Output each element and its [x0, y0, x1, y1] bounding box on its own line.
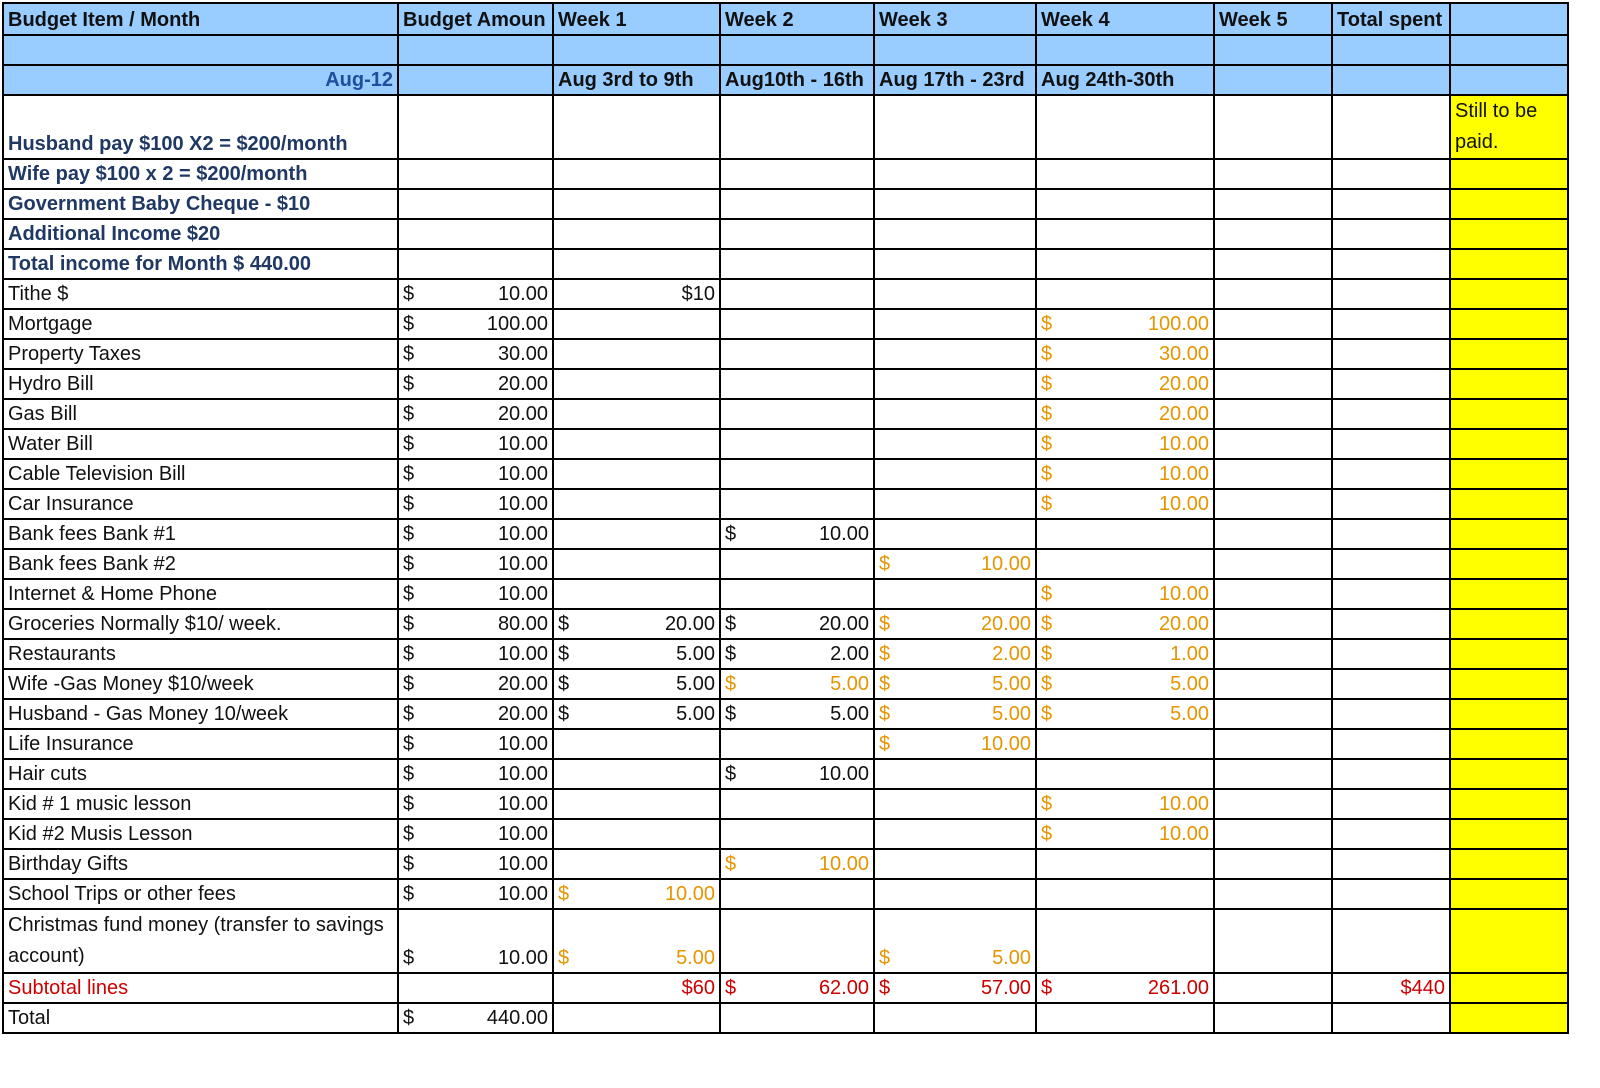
item-label[interactable]: Bank fees Bank #1: [3, 519, 398, 549]
budget-amount[interactable]: $ 30.00: [398, 339, 553, 369]
total-spent-cell[interactable]: [1332, 549, 1450, 579]
budget-amount[interactable]: $ 10.00: [398, 459, 553, 489]
budget-row-life: [3, 729, 1568, 759]
budget-row-hair: [3, 759, 1568, 789]
total-spent-cell[interactable]: [1332, 369, 1450, 399]
income-row-husband: [3, 95, 1568, 159]
week-w2-amount[interactable]: $ 10.00: [720, 759, 874, 789]
total-spent-cell[interactable]: [1332, 279, 1450, 309]
week-w1-amount[interactable]: $ 5.00: [553, 669, 720, 699]
week-w4-amount[interactable]: $ 5.00: [1036, 669, 1214, 699]
week-5-cell[interactable]: [1214, 339, 1332, 369]
item-label[interactable]: Groceries Normally $10/ week.: [3, 609, 398, 639]
income-row: [3, 249, 1568, 279]
budget-amount[interactable]: $ 10.00: [398, 909, 553, 973]
budget-row-bank1: [3, 519, 1568, 549]
empty-cell[interactable]: [874, 789, 1036, 819]
header-week3[interactable]: Week 3: [874, 3, 1036, 35]
budget-row-tithe: [3, 279, 1568, 309]
item-label[interactable]: Hair cuts: [3, 759, 398, 789]
header-budget[interactable]: Budget Amoun: [398, 3, 553, 35]
budget-row-cable: [3, 459, 1568, 489]
week-w3-amount[interactable]: $ 2.00: [874, 639, 1036, 669]
empty-cell[interactable]: [553, 759, 720, 789]
budget-amount[interactable]: $ 20.00: [398, 369, 553, 399]
dates-row: [3, 65, 1568, 95]
week-w4-amount[interactable]: $ 10.00: [1036, 459, 1214, 489]
item-label[interactable]: Kid # 1 music lesson: [3, 789, 398, 819]
header-total-spent[interactable]: Total spent: [1332, 3, 1450, 35]
budget-row-christmas: [3, 909, 1568, 973]
total-spent-cell[interactable]: [1332, 579, 1450, 609]
total-spent-cell[interactable]: [1332, 639, 1450, 669]
empty-cell[interactable]: [874, 459, 1036, 489]
week-w3-amount[interactable]: $ 10.00: [874, 549, 1036, 579]
budget-amount[interactable]: $ 10.00: [398, 489, 553, 519]
income-row: [3, 189, 1568, 219]
empty-cell[interactable]: [874, 429, 1036, 459]
budget-amount[interactable]: $ 10.00: [398, 759, 553, 789]
item-label[interactable]: Christmas fund money (transfer to savings account): [3, 909, 398, 973]
week-5-cell[interactable]: [1214, 609, 1332, 639]
income-row: [3, 159, 1568, 189]
empty-cell[interactable]: [553, 819, 720, 849]
week3-dates[interactable]: Aug 17th - 23rd: [874, 65, 1036, 95]
still-to-pay-cell[interactable]: [1450, 279, 1568, 309]
budget-amount[interactable]: $ 10.00: [398, 729, 553, 759]
still-to-pay-cell[interactable]: [1450, 909, 1568, 973]
total-spent-cell[interactable]: [1332, 759, 1450, 789]
item-label[interactable]: Husband - Gas Money 10/week: [3, 699, 398, 729]
week-w4-amount[interactable]: $ 100.00: [1036, 309, 1214, 339]
empty-cell[interactable]: [874, 819, 1036, 849]
week-w1-amount[interactable]: $ 5.00: [553, 909, 720, 973]
item-label[interactable]: Mortgage: [3, 309, 398, 339]
week-w4-amount[interactable]: $ 5.00: [1036, 699, 1214, 729]
week-5-cell[interactable]: [1214, 429, 1332, 459]
budget-amount[interactable]: $ 10.00: [398, 429, 553, 459]
week-5-cell[interactable]: [1214, 699, 1332, 729]
header-item[interactable]: Budget Item / Month: [3, 3, 398, 35]
income-total[interactable]: Total income for Month $ 440.00: [3, 249, 398, 279]
item-label[interactable]: School Trips or other fees: [3, 879, 398, 909]
item-label[interactable]: Birthday Gifts: [3, 849, 398, 879]
total-spent-cell[interactable]: [1332, 819, 1450, 849]
week-w1-amount[interactable]: $ 20.00: [553, 609, 720, 639]
week-5-cell[interactable]: [1214, 309, 1332, 339]
empty-cell[interactable]: [874, 579, 1036, 609]
empty-cell[interactable]: [1036, 909, 1214, 973]
empty-cell[interactable]: [720, 309, 874, 339]
total-spent-cell[interactable]: [1332, 609, 1450, 639]
empty-cell[interactable]: [553, 549, 720, 579]
budget-row-kid2: [3, 819, 1568, 849]
total-spent-cell[interactable]: [1332, 789, 1450, 819]
week-5-cell[interactable]: [1214, 729, 1332, 759]
item-label[interactable]: Wife -Gas Money $10/week: [3, 669, 398, 699]
week-w4-amount[interactable]: $ 10.00: [1036, 429, 1214, 459]
budget-row-restaurants: [3, 639, 1568, 669]
still-to-pay-cell[interactable]: [1450, 879, 1568, 909]
still-to-pay-cell[interactable]: [1450, 579, 1568, 609]
empty-cell[interactable]: [874, 339, 1036, 369]
budget-row-hydro: [3, 369, 1568, 399]
empty-cell[interactable]: [874, 849, 1036, 879]
budget-amount[interactable]: $ 20.00: [398, 669, 553, 699]
empty-cell[interactable]: [874, 279, 1036, 309]
empty-cell[interactable]: [720, 459, 874, 489]
still-to-pay-cell[interactable]: [1450, 789, 1568, 819]
empty-cell[interactable]: [1036, 729, 1214, 759]
item-label[interactable]: Kid #2 Musis Lesson: [3, 819, 398, 849]
budget-amount[interactable]: $ 10.00: [398, 279, 553, 309]
week-5-cell[interactable]: [1214, 459, 1332, 489]
week2-dates[interactable]: Aug10th - 16th: [720, 65, 874, 95]
budget-row-internet: [3, 579, 1568, 609]
week-w3-amount[interactable]: $ 10.00: [874, 729, 1036, 759]
empty-cell[interactable]: [874, 759, 1036, 789]
empty-cell[interactable]: [553, 579, 720, 609]
empty-cell[interactable]: [720, 819, 874, 849]
empty-cell[interactable]: [720, 879, 874, 909]
empty-cell[interactable]: [553, 399, 720, 429]
empty-cell[interactable]: [874, 399, 1036, 429]
total-spent-cell[interactable]: [1332, 519, 1450, 549]
empty-cell[interactable]: [1036, 759, 1214, 789]
subtotal-label[interactable]: Subtotal lines: [3, 973, 398, 1003]
week-5-cell[interactable]: [1214, 819, 1332, 849]
week-w2-amount[interactable]: $ 5.00: [720, 699, 874, 729]
week-w2-amount[interactable]: $ 20.00: [720, 609, 874, 639]
month-cell[interactable]: Aug-12: [3, 65, 398, 95]
empty-cell[interactable]: [720, 729, 874, 759]
empty-cell[interactable]: [1036, 519, 1214, 549]
budget-row-wifegas: [3, 669, 1568, 699]
week-5-cell[interactable]: [1214, 639, 1332, 669]
header-week1[interactable]: Week 1: [553, 3, 720, 35]
still-to-pay-cell[interactable]: [1450, 429, 1568, 459]
week-w4-amount[interactable]: $ 10.00: [1036, 819, 1214, 849]
item-label[interactable]: Life Insurance: [3, 729, 398, 759]
item-label[interactable]: Property Taxes: [3, 339, 398, 369]
week1-dates[interactable]: Aug 3rd to 9th: [553, 65, 720, 95]
week-5-cell[interactable]: [1214, 579, 1332, 609]
week-5-cell[interactable]: [1214, 489, 1332, 519]
week-w4-amount[interactable]: $ 20.00: [1036, 369, 1214, 399]
empty-cell[interactable]: [874, 309, 1036, 339]
item-label[interactable]: Internet & Home Phone: [3, 579, 398, 609]
week-5-cell[interactable]: [1214, 669, 1332, 699]
budget-amount[interactable]: $ 20.00: [398, 699, 553, 729]
week-w2-amount[interactable]: $ 5.00: [720, 669, 874, 699]
income-row: [3, 219, 1568, 249]
item-label[interactable]: Car Insurance: [3, 489, 398, 519]
still-to-pay-cell[interactable]: [1450, 339, 1568, 369]
header-week2[interactable]: Week 2: [720, 3, 874, 35]
week-w2-amount[interactable]: $ 10.00: [720, 849, 874, 879]
budget-amount[interactable]: $ 10.00: [398, 819, 553, 849]
week-w4-amount[interactable]: $ 1.00: [1036, 639, 1214, 669]
still-to-pay-cell[interactable]: [1450, 819, 1568, 849]
header-week4[interactable]: Week 4: [1036, 3, 1214, 35]
still-to-pay-cell[interactable]: [1450, 519, 1568, 549]
empty-cell[interactable]: [553, 429, 720, 459]
item-label[interactable]: Restaurants: [3, 639, 398, 669]
subtotal-week4[interactable]: $ 261.00: [1036, 973, 1214, 1003]
week-w1-amount[interactable]: $ 10.00: [553, 879, 720, 909]
budget-row-mortgage: [3, 309, 1568, 339]
budget-row-groceries: [3, 609, 1568, 639]
blank-header-row: [3, 35, 1568, 65]
total-spent-cell[interactable]: [1332, 669, 1450, 699]
empty-cell[interactable]: [553, 459, 720, 489]
week-w4-amount[interactable]: $ 10.00: [1036, 579, 1214, 609]
still-to-pay-cell[interactable]: [1450, 699, 1568, 729]
week-w2-amount[interactable]: $ 10.00: [720, 519, 874, 549]
total-spent-cell[interactable]: [1332, 909, 1450, 973]
still-to-pay-cell[interactable]: [1450, 459, 1568, 489]
budget-amount[interactable]: $ 10.00: [398, 849, 553, 879]
week-w3-amount[interactable]: $ 5.00: [874, 909, 1036, 973]
empty-cell[interactable]: [553, 849, 720, 879]
week-5-cell[interactable]: [1214, 519, 1332, 549]
empty-cell[interactable]: [1036, 879, 1214, 909]
total-spent-cell[interactable]: [1332, 459, 1450, 489]
budget-row-birthday: [3, 849, 1568, 879]
item-label[interactable]: Tithe $: [3, 279, 398, 309]
total-spent-cell[interactable]: [1332, 339, 1450, 369]
total-spent-cell[interactable]: [1332, 429, 1450, 459]
empty-cell[interactable]: [553, 519, 720, 549]
empty-cell[interactable]: [720, 399, 874, 429]
budget-amount[interactable]: $ 20.00: [398, 399, 553, 429]
still-to-pay-cell[interactable]: [1450, 609, 1568, 639]
header-week5[interactable]: Week 5: [1214, 3, 1332, 35]
empty-cell[interactable]: [720, 369, 874, 399]
week-5-cell[interactable]: [1214, 549, 1332, 579]
empty-cell[interactable]: [720, 489, 874, 519]
empty-cell[interactable]: [553, 489, 720, 519]
week-5-cell[interactable]: [1214, 759, 1332, 789]
empty-cell[interactable]: [720, 429, 874, 459]
item-label[interactable]: Water Bill: [3, 429, 398, 459]
still-to-pay-cell[interactable]: [1450, 549, 1568, 579]
empty-cell[interactable]: [720, 339, 874, 369]
income-wife[interactable]: Wife pay $100 x 2 = $200/month: [3, 159, 398, 189]
still-to-pay-cell[interactable]: [1450, 489, 1568, 519]
budget-amount[interactable]: $ 10.00: [398, 549, 553, 579]
item-label[interactable]: Hydro Bill: [3, 369, 398, 399]
still-to-pay-cell[interactable]: [1450, 369, 1568, 399]
header-blank[interactable]: [1450, 3, 1568, 35]
total-spent-cell[interactable]: [1332, 699, 1450, 729]
empty-cell[interactable]: [720, 789, 874, 819]
total-spent-cell[interactable]: [1332, 849, 1450, 879]
still-to-be-paid[interactable]: Still to be paid.: [1450, 95, 1568, 159]
still-to-pay-cell[interactable]: [1450, 399, 1568, 429]
empty-cell[interactable]: [553, 309, 720, 339]
empty-cell[interactable]: [874, 519, 1036, 549]
budget-amount[interactable]: $ 10.00: [398, 789, 553, 819]
week-w4-amount[interactable]: $ 10.00: [1036, 489, 1214, 519]
week-w3-amount[interactable]: $ 5.00: [874, 699, 1036, 729]
budget-amount[interactable]: $ 10.00: [398, 879, 553, 909]
empty-cell[interactable]: [720, 279, 874, 309]
week-w3-amount[interactable]: $ 5.00: [874, 669, 1036, 699]
item-label[interactable]: Gas Bill: [3, 399, 398, 429]
empty-cell[interactable]: [553, 369, 720, 399]
week-w4-amount[interactable]: $ 20.00: [1036, 609, 1214, 639]
still-to-pay-cell[interactable]: [1450, 729, 1568, 759]
budget-amount[interactable]: $ 10.00: [398, 579, 553, 609]
budget-amount[interactable]: $ 10.00: [398, 519, 553, 549]
empty-cell[interactable]: [1036, 849, 1214, 879]
budget-spreadsheet: [2, 2, 1569, 1034]
empty-cell[interactable]: [720, 579, 874, 609]
budget-row-school: [3, 879, 1568, 909]
total-budget[interactable]: $ 440.00: [398, 1003, 553, 1033]
budget-amount[interactable]: $ 100.00: [398, 309, 553, 339]
empty-cell[interactable]: [553, 339, 720, 369]
total-spent-cell[interactable]: [1332, 879, 1450, 909]
budget-row-bank2: [3, 549, 1568, 579]
week-w4-amount[interactable]: $ 30.00: [1036, 339, 1214, 369]
subtotal-total[interactable]: $440: [1332, 973, 1450, 1003]
budget-row-car: [3, 489, 1568, 519]
item-label[interactable]: Bank fees Bank #2: [3, 549, 398, 579]
week-5-cell[interactable]: [1214, 279, 1332, 309]
week-w1-amount[interactable]: $10: [553, 279, 720, 309]
header-row: [3, 3, 1568, 35]
subtotal-week3[interactable]: $ 57.00: [874, 973, 1036, 1003]
week-5-cell[interactable]: [1214, 909, 1332, 973]
budget-row-water: [3, 429, 1568, 459]
budget-row-property: [3, 339, 1568, 369]
budget-amount[interactable]: $ 80.00: [398, 609, 553, 639]
week-w1-amount[interactable]: $ 5.00: [553, 639, 720, 669]
subtotal-week1[interactable]: $60: [553, 973, 720, 1003]
still-to-pay-cell[interactable]: [1450, 759, 1568, 789]
week-w1-amount[interactable]: $ 5.00: [553, 699, 720, 729]
week-w4-amount[interactable]: $ 20.00: [1036, 399, 1214, 429]
item-label[interactable]: Cable Television Bill: [3, 459, 398, 489]
income-baby[interactable]: Government Baby Cheque - $10: [3, 189, 398, 219]
empty-cell[interactable]: [874, 879, 1036, 909]
empty-cell[interactable]: [553, 729, 720, 759]
empty-cell[interactable]: [874, 369, 1036, 399]
total-label[interactable]: Total: [3, 1003, 398, 1033]
week-w4-amount[interactable]: $ 10.00: [1036, 789, 1214, 819]
still-to-pay-cell[interactable]: [1450, 849, 1568, 879]
empty-cell[interactable]: [720, 909, 874, 973]
total-row: [3, 1003, 1568, 1033]
week-5-cell[interactable]: [1214, 369, 1332, 399]
week-5-cell[interactable]: [1214, 879, 1332, 909]
week-5-cell[interactable]: [1214, 789, 1332, 819]
still-to-pay-cell[interactable]: [1450, 309, 1568, 339]
week4-dates[interactable]: Aug 24th-30th: [1036, 65, 1214, 95]
total-spent-cell[interactable]: [1332, 489, 1450, 519]
budget-amount[interactable]: $ 10.00: [398, 639, 553, 669]
empty-cell[interactable]: [553, 789, 720, 819]
week-w3-amount[interactable]: $ 20.00: [874, 609, 1036, 639]
subtotal-week2[interactable]: $ 62.00: [720, 973, 874, 1003]
week-w2-amount[interactable]: $ 2.00: [720, 639, 874, 669]
total-spent-cell[interactable]: [1332, 309, 1450, 339]
empty-cell[interactable]: [720, 549, 874, 579]
empty-cell[interactable]: [874, 489, 1036, 519]
still-to-pay-cell[interactable]: [1450, 669, 1568, 699]
total-spent-cell[interactable]: [1332, 729, 1450, 759]
empty-cell[interactable]: [1036, 549, 1214, 579]
empty-cell[interactable]: [1036, 279, 1214, 309]
budget-row-kid1: [3, 789, 1568, 819]
week-5-cell[interactable]: [1214, 399, 1332, 429]
week-5-cell[interactable]: [1214, 849, 1332, 879]
budget-row-husbandgas: [3, 699, 1568, 729]
subtotal-row: [3, 973, 1568, 1003]
income-additional[interactable]: Additional Income $20: [3, 219, 398, 249]
budget-row-gas: [3, 399, 1568, 429]
income-husband[interactable]: Husband pay $100 X2 = $200/month: [3, 95, 398, 159]
total-spent-cell[interactable]: [1332, 399, 1450, 429]
still-to-pay-cell[interactable]: [1450, 639, 1568, 669]
